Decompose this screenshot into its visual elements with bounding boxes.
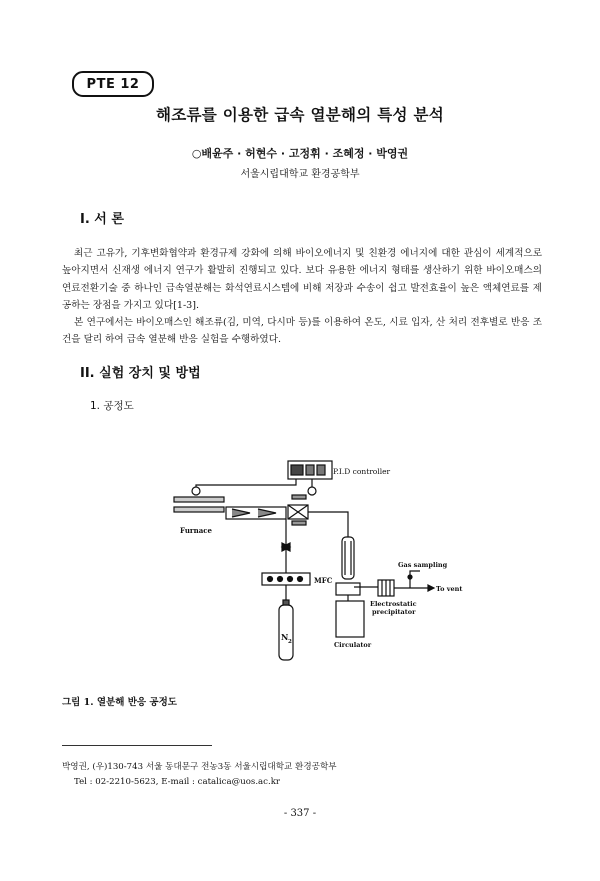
condenser [342,537,354,579]
label-circulator: Circulator [334,641,372,649]
label-pid: P.I.D controller [333,467,391,476]
section-heading-methods: II. 실험 장치 및 방법 [80,366,201,381]
paper-title: 해조류를 이용한 급속 열분해의 특성 분석 [155,106,445,124]
subsection-heading: 1. 공정도 [90,400,134,412]
label-esp-2: precipitator [372,608,416,616]
label-n2-sub: 2 [288,639,292,645]
label-esp-1: Electrostatic [370,600,417,608]
label-mfc: MFC [314,576,333,585]
affiliation: 서울시립대학교 환경공학부 [240,169,360,180]
label-to-vent: To vent [436,585,463,593]
introduction-body [62,245,542,349]
label-furnace: Furnace [180,526,212,535]
process-diagram [160,455,470,665]
paragraph: 최근 고유가, 기후변화협약과 환경규제 강화에 의해 바이오에너지 및 친환경 에너지에 대한 관심이 세계적으로 높아지면서 신재생 에너지 연구가 활발히 진행되고 있다. 보다 유용한 에너지 형태를 생산하기 위한 바이오매스의 연료전환기술 중 하나인 급속열분해는 화석연료시스템에 비해 저장과 수송이 쉽고 발전효율이 높은 액체연료를 제공하는 장점을 가지고 있다[1-3]. [62,248,542,311]
gauge-icon [308,487,316,495]
footnote-contact: Tel : 02-2210-5623, E-mail : catalica@uos.ac.kr [74,777,281,787]
circulator [336,601,364,637]
page-number: - 337 - [283,808,317,819]
footnote [62,760,337,790]
label-gas-sampling: Gas sampling [398,561,448,569]
footnote-divider [62,745,212,746]
paragraph: 본 연구에서는 바이오매스인 해조류(김, 미역, 다시마 등)를 이용하여 온도, 시료 입자, 산 처리 전후별로 반응 조건을 달리 하여 급속 열분해 반응 실험을 수행하였다. [62,317,542,346]
footnote-address: 박영권, (우)130-743 서울 동대문구 전농3동 서울시립대학교 환경공학부 [62,762,337,772]
author-list: ○배윤주 · 허현수 · 고정휘 · 조혜정 · 박영권 [191,147,409,160]
paper-code-badge: PTE 12 [72,71,154,97]
figure-caption: 그림 1. 열분해 반응 공정도 [62,697,177,708]
section-heading-introduction: I. 서 론 [80,212,124,227]
label-n2: N [281,632,289,642]
gauge-icon [192,487,200,495]
